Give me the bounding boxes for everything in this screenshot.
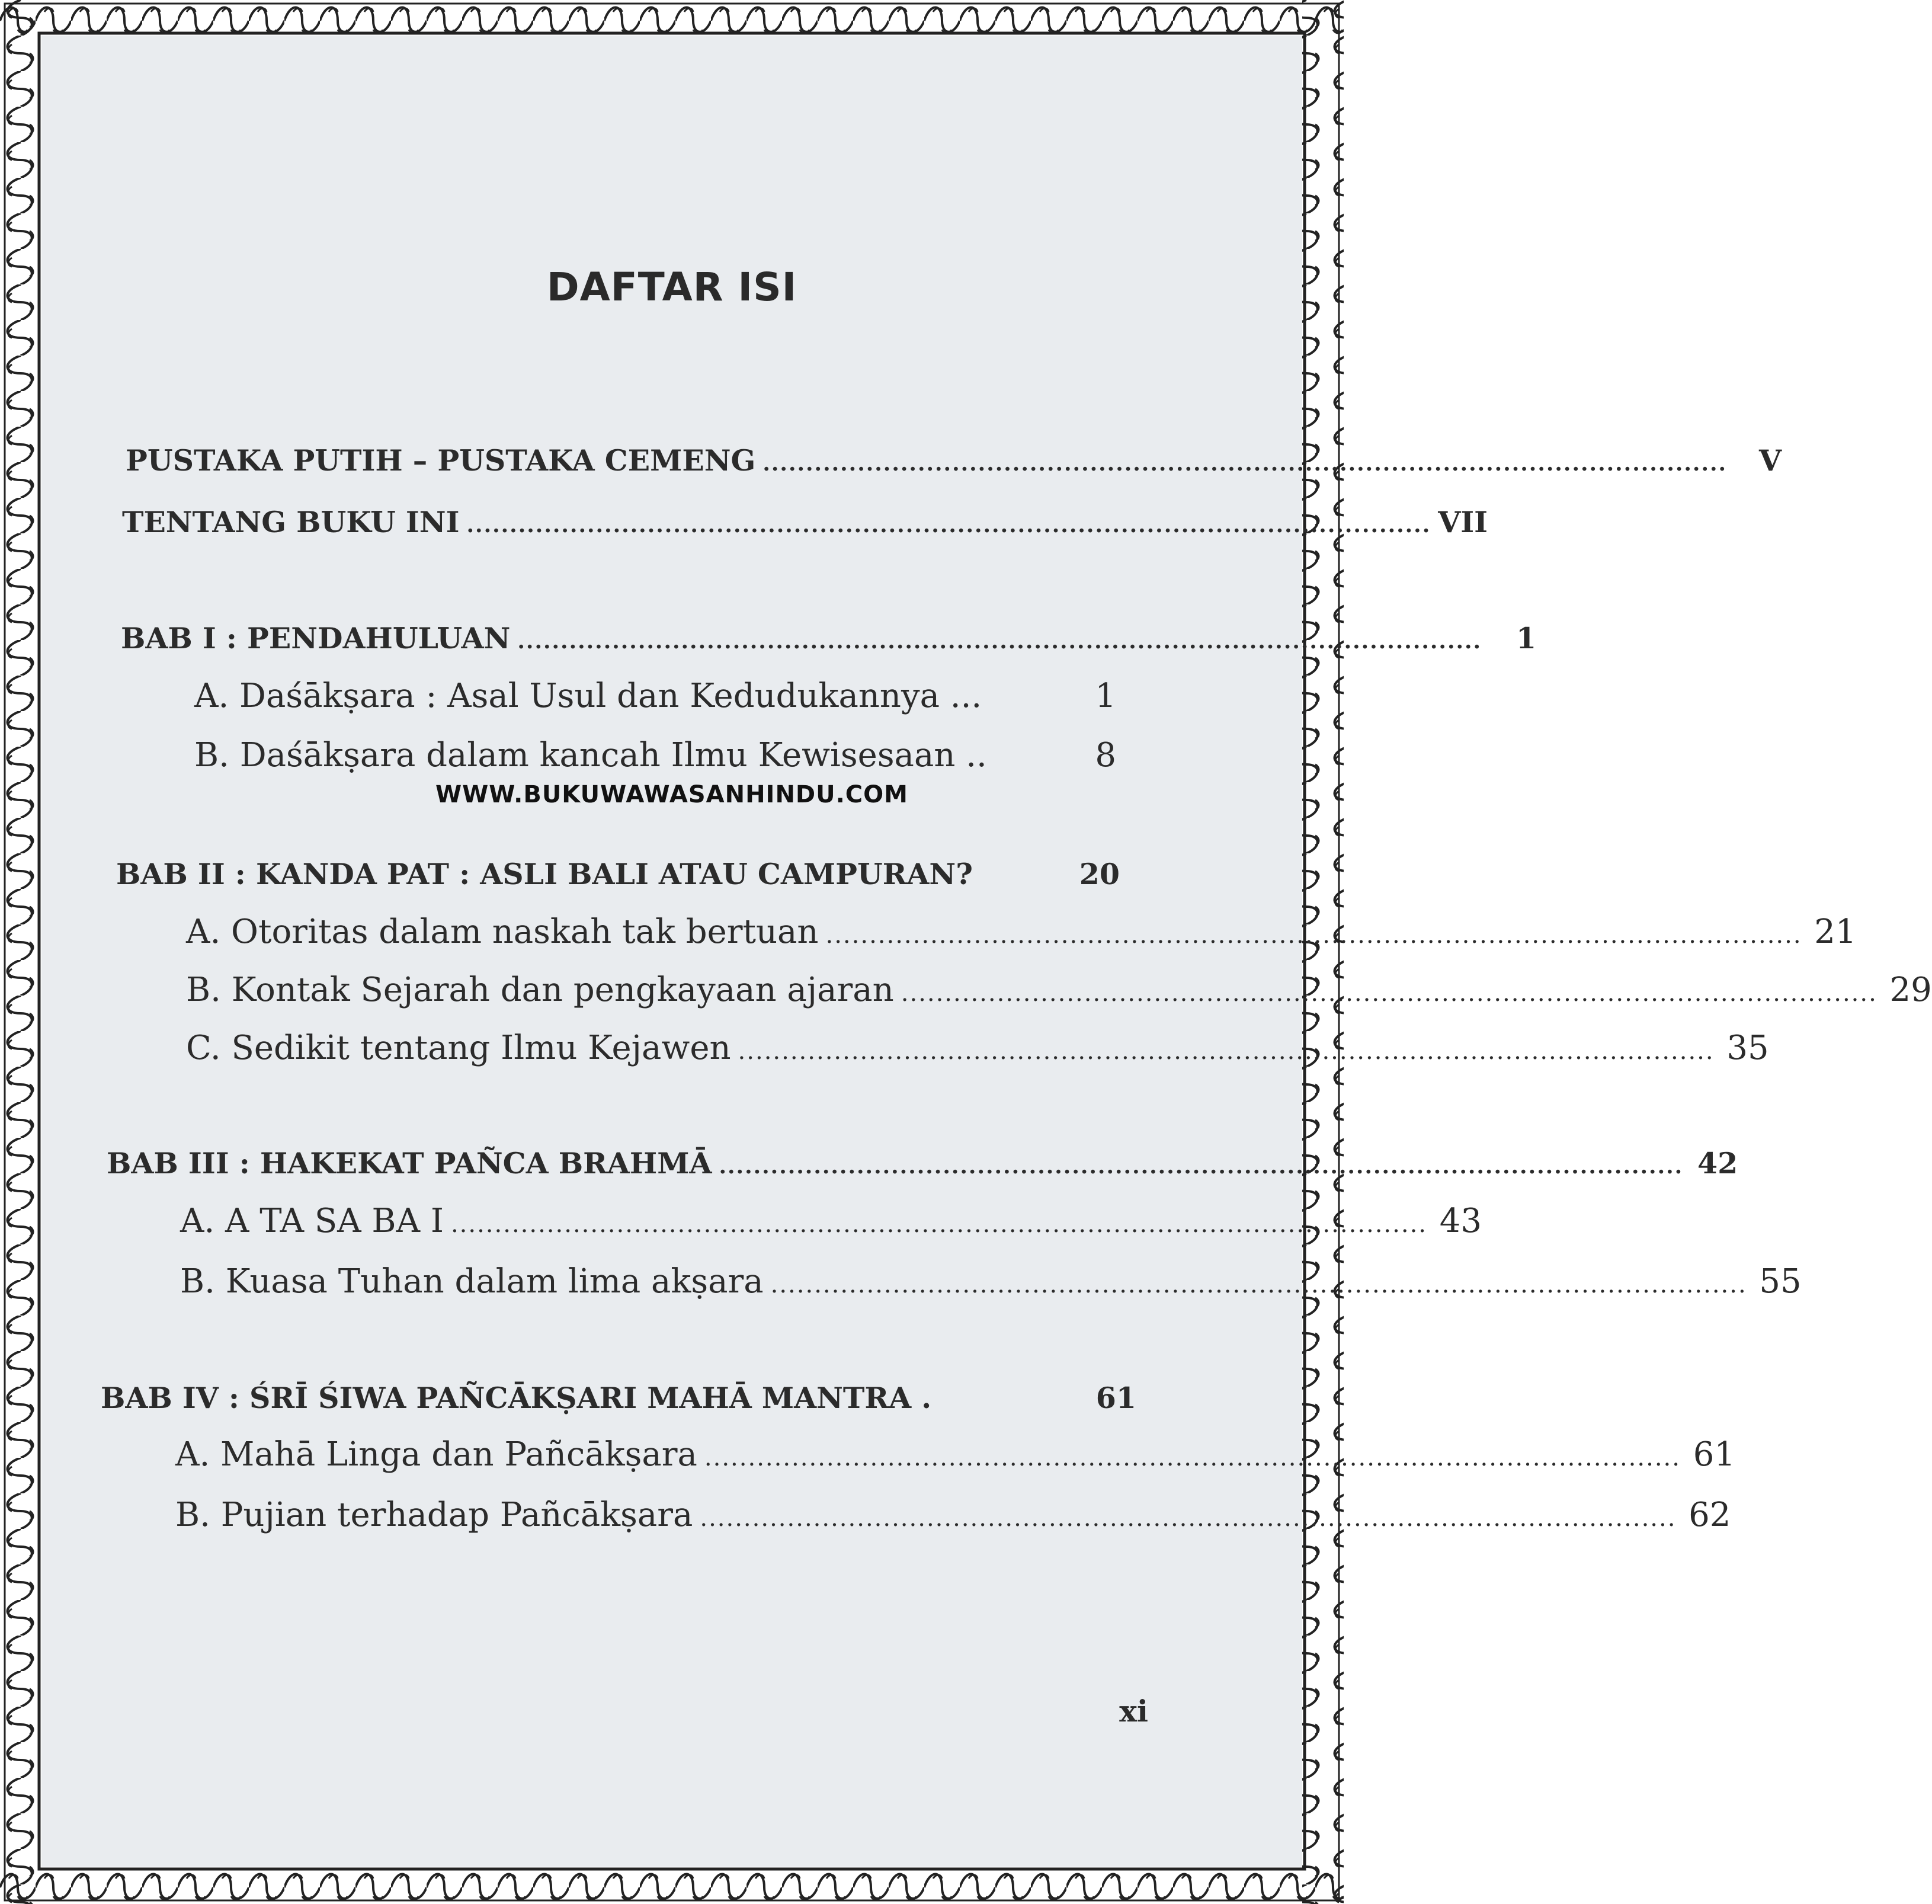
toc-entry: [121, 621, 1537, 655]
toc-entry-label: BAB II : KANDA PAT : ASLI BALI ATAU CAMPURAN?: [116, 857, 973, 891]
toc-entry-page: 8: [1095, 736, 1116, 775]
toc-entry-label: A. Mahā Linga dan Pañcākṣara: [175, 1435, 697, 1474]
toc-entry-page: V: [1759, 443, 1782, 478]
toc-entry: [175, 1435, 1735, 1474]
toc-leader: ................................................................................................................: [738, 1038, 1715, 1065]
toc-leader: ................................................................................................................: [762, 451, 1728, 476]
toc-entry-label: A. A TA SA BA I: [180, 1202, 444, 1240]
toc-leader: ................................................................................................................: [770, 1271, 1747, 1298]
toc-entry: [126, 443, 1782, 478]
toc-entry-page: 43: [1439, 1202, 1482, 1240]
toc-entry: [194, 736, 1116, 775]
toc-entry-label: PUSTAKA PUTIH – PUSTAKA CEMENG: [126, 443, 756, 478]
toc-leader: ................................................................................................................: [825, 921, 1802, 949]
toc-entry-page: 55: [1759, 1262, 1802, 1301]
toc-entry-label: B. Kuasa Tuhan dalam lima akṣara: [180, 1262, 764, 1301]
toc-leader: ................................................................................................................: [719, 1154, 1684, 1179]
toc-entry-page: 35: [1726, 1029, 1769, 1067]
toc-leader: ................................................................................................................: [466, 513, 1431, 537]
website-watermark: WWW.BUKUWAWASANHINDU.COM: [435, 781, 908, 808]
toc-entry: [186, 913, 1857, 951]
toc-entry: [116, 857, 1120, 891]
toc-entry-page: 61: [1693, 1435, 1735, 1474]
toc-entry-page: 62: [1689, 1496, 1731, 1534]
toc-entry-label: BAB IV : ŚRĪ ŚIWA PAÑCĀKṢARI MAHĀ MANTRA .: [101, 1381, 932, 1415]
toc-entry-label: BAB I : PENDAHULUAN: [121, 621, 511, 655]
toc-entry-page: 21: [1814, 913, 1857, 951]
toc-leader: ................................................................................................................: [517, 629, 1482, 654]
toc-entry-label: B. Pujian terhadap Pañcākṣara: [175, 1496, 693, 1534]
toc-entry-label: B. Daśākṣara dalam kancah Ilmu Kewisesaan ..: [194, 736, 987, 775]
toc-entry-page: 1: [1516, 621, 1537, 655]
toc-leader: ................................................................................................................: [704, 1444, 1681, 1471]
toc-entry-label: A. Daśākṣara : Asal Usul dan Kedudukannya ...: [194, 677, 982, 715]
toc-entry: [194, 677, 1116, 715]
toc-entry: [122, 505, 1488, 539]
toc-entry-page: 29: [1889, 971, 1932, 1009]
toc-entry: [186, 971, 1932, 1009]
toc-entry: [175, 1496, 1731, 1534]
toc-entry-label: A. Otoritas dalam naskah tak bertuan: [186, 913, 819, 951]
toc-entry-page: 61: [1095, 1381, 1136, 1415]
toc-entry-page: 20: [1079, 857, 1120, 891]
toc-entry-page: 1: [1095, 677, 1116, 715]
toc-entry-page: 42: [1697, 1146, 1738, 1180]
page-number: xi: [1119, 1694, 1148, 1729]
toc-leader: ................................................................................................................: [901, 980, 1877, 1007]
toc-entry: [186, 1029, 1769, 1067]
toc-entry-label: C. Sedikit tentang Ilmu Kejawen: [186, 1029, 731, 1067]
toc-leader: ................................................................................................................: [700, 1505, 1677, 1532]
toc-entry-label: B. Kontak Sejarah dan pengkayaan ajaran: [186, 971, 894, 1009]
toc-entry: [107, 1146, 1738, 1180]
toc-entry: [101, 1381, 1136, 1415]
toc-entry: [180, 1262, 1802, 1301]
toc-entry-page: VII: [1438, 505, 1488, 539]
page-title: DAFTAR ISI: [546, 264, 797, 310]
toc-leader: ................................................................................................................: [450, 1211, 1427, 1238]
toc-entry-label: TENTANG BUKU INI: [122, 505, 460, 539]
toc-entry: [180, 1202, 1482, 1240]
toc-entry-label: BAB III : HAKEKAT PAÑCA BRAHMĀ: [107, 1146, 712, 1180]
